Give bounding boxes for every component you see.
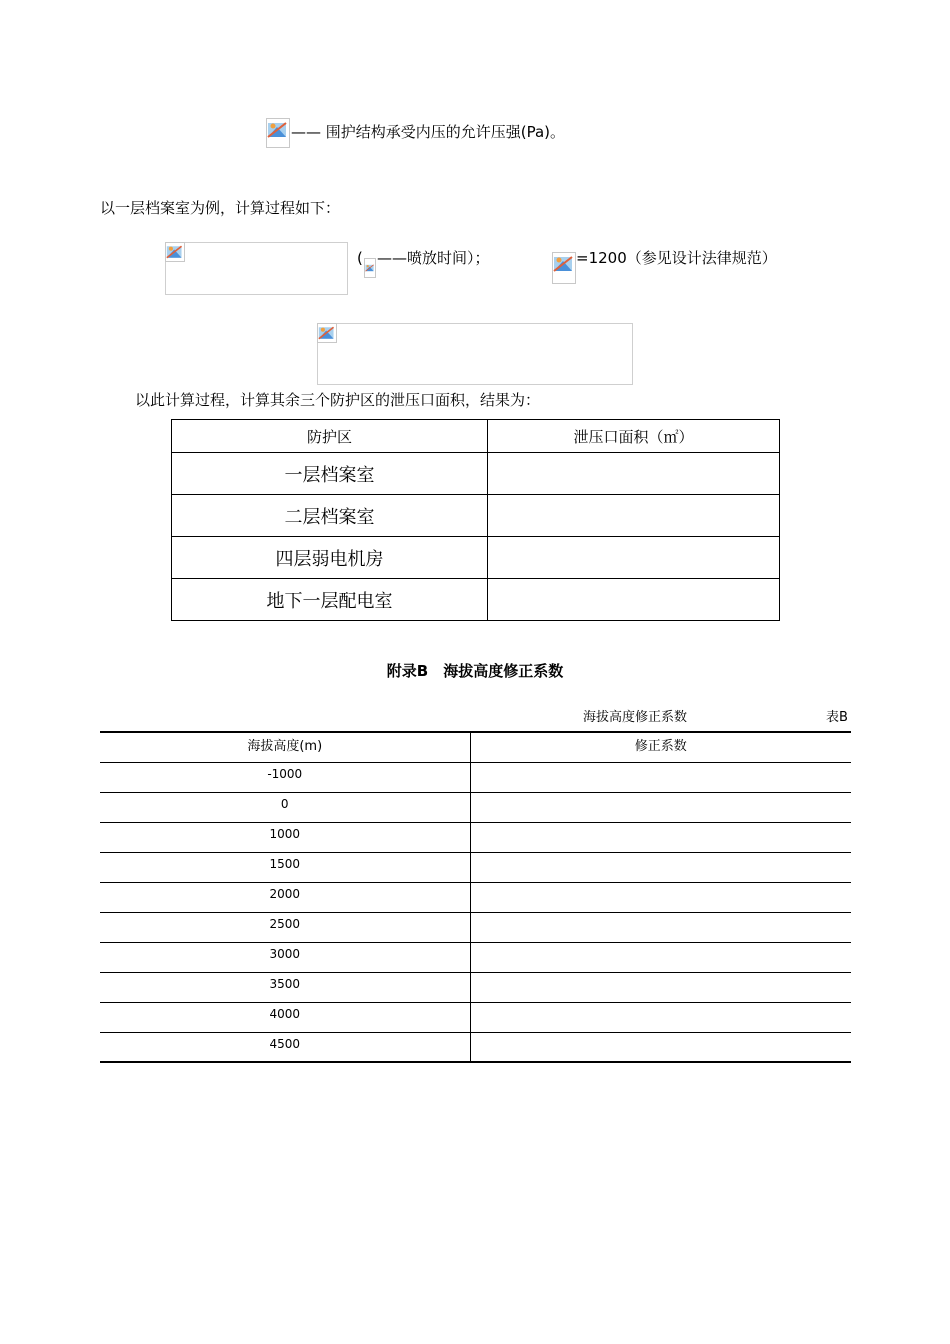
zone-name: 四层弱电机房: [172, 537, 488, 579]
correction-cell: [470, 1002, 851, 1032]
table-row: [100, 882, 851, 912]
correction-cell: [470, 972, 851, 1002]
time-symbol-image-icon: [364, 258, 376, 278]
spray-time-definition: ——喷放时间）；: [377, 249, 490, 267]
vent-area-cell: [488, 579, 780, 621]
paren-open: (: [357, 249, 363, 267]
table-row: [172, 579, 780, 621]
altitude-value: 1000: [100, 822, 470, 852]
header-altitude: 海拔高度(m): [100, 732, 470, 762]
altitude-value: 3500: [100, 972, 470, 1002]
correction-cell: [470, 852, 851, 882]
vent-area-cell: [488, 495, 780, 537]
appendix-title: 附录B 海拔高度修正系数: [386, 662, 564, 680]
formula-result-image-icon: [317, 323, 337, 343]
appendix-table-number: 表B: [826, 710, 848, 725]
calculation-intro: 以一层档案室为例，计算过程如下：: [100, 199, 341, 217]
correction-cell: [470, 882, 851, 912]
formula-frame-left: [165, 242, 348, 295]
table-row: [100, 822, 851, 852]
table-header-row: [172, 420, 780, 453]
altitude-value: 1500: [100, 852, 470, 882]
zone-name: 一层档案室: [172, 453, 488, 495]
table-row: [172, 495, 780, 537]
altitude-value: 2500: [100, 912, 470, 942]
summary-text: 以此计算过程，计算其余三个防护区的泄压口面积，结果为：: [135, 391, 541, 409]
altitude-value: 0: [100, 792, 470, 822]
table-row: [172, 537, 780, 579]
vent-area-table: [171, 419, 780, 621]
allowable-pressure-definition: —— 围护结构承受内压的允许压强(Pa)。: [291, 123, 566, 141]
altitude-value: 2000: [100, 882, 470, 912]
table-row: [100, 972, 851, 1002]
correction-cell: [470, 792, 851, 822]
zone-name: 二层档案室: [172, 495, 488, 537]
altitude-value: 4000: [100, 1002, 470, 1032]
vent-area-cell: [488, 453, 780, 495]
table-row: [172, 453, 780, 495]
formula-symbol-image-icon: [266, 118, 290, 148]
correction-cell: [470, 942, 851, 972]
correction-cell: [470, 912, 851, 942]
header-zone: 防护区: [172, 420, 488, 453]
pressure-symbol-image-icon: [552, 252, 576, 284]
table-row: [100, 792, 851, 822]
pressure-value: =1200（参见设计法律规范）: [576, 249, 777, 267]
header-correction-factor: 修正系数: [634, 739, 687, 754]
appendix-caption: 海拔高度修正系数: [583, 710, 688, 725]
correction-cell: [470, 762, 851, 792]
vent-area-cell: [488, 537, 780, 579]
correction-cell: [470, 1032, 851, 1062]
table-row: [100, 762, 851, 792]
zone-name: 地下一层配电室: [172, 579, 488, 621]
header-vent-area: 泄压口面积（㎡）: [488, 420, 780, 453]
table-row: [100, 942, 851, 972]
formula-frame-right: [317, 323, 633, 385]
table-row: [100, 1002, 851, 1032]
altitude-value: 4500: [100, 1032, 470, 1062]
table-header-row: [100, 732, 851, 762]
table-row: [100, 852, 851, 882]
altitude-value: -1000: [100, 762, 470, 792]
altitude-correction-table: [100, 731, 851, 1063]
formula-image-icon: [165, 242, 185, 262]
table-row: [100, 912, 851, 942]
correction-cell: [470, 822, 851, 852]
altitude-value: 3000: [100, 942, 470, 972]
table-row: [100, 1032, 851, 1062]
